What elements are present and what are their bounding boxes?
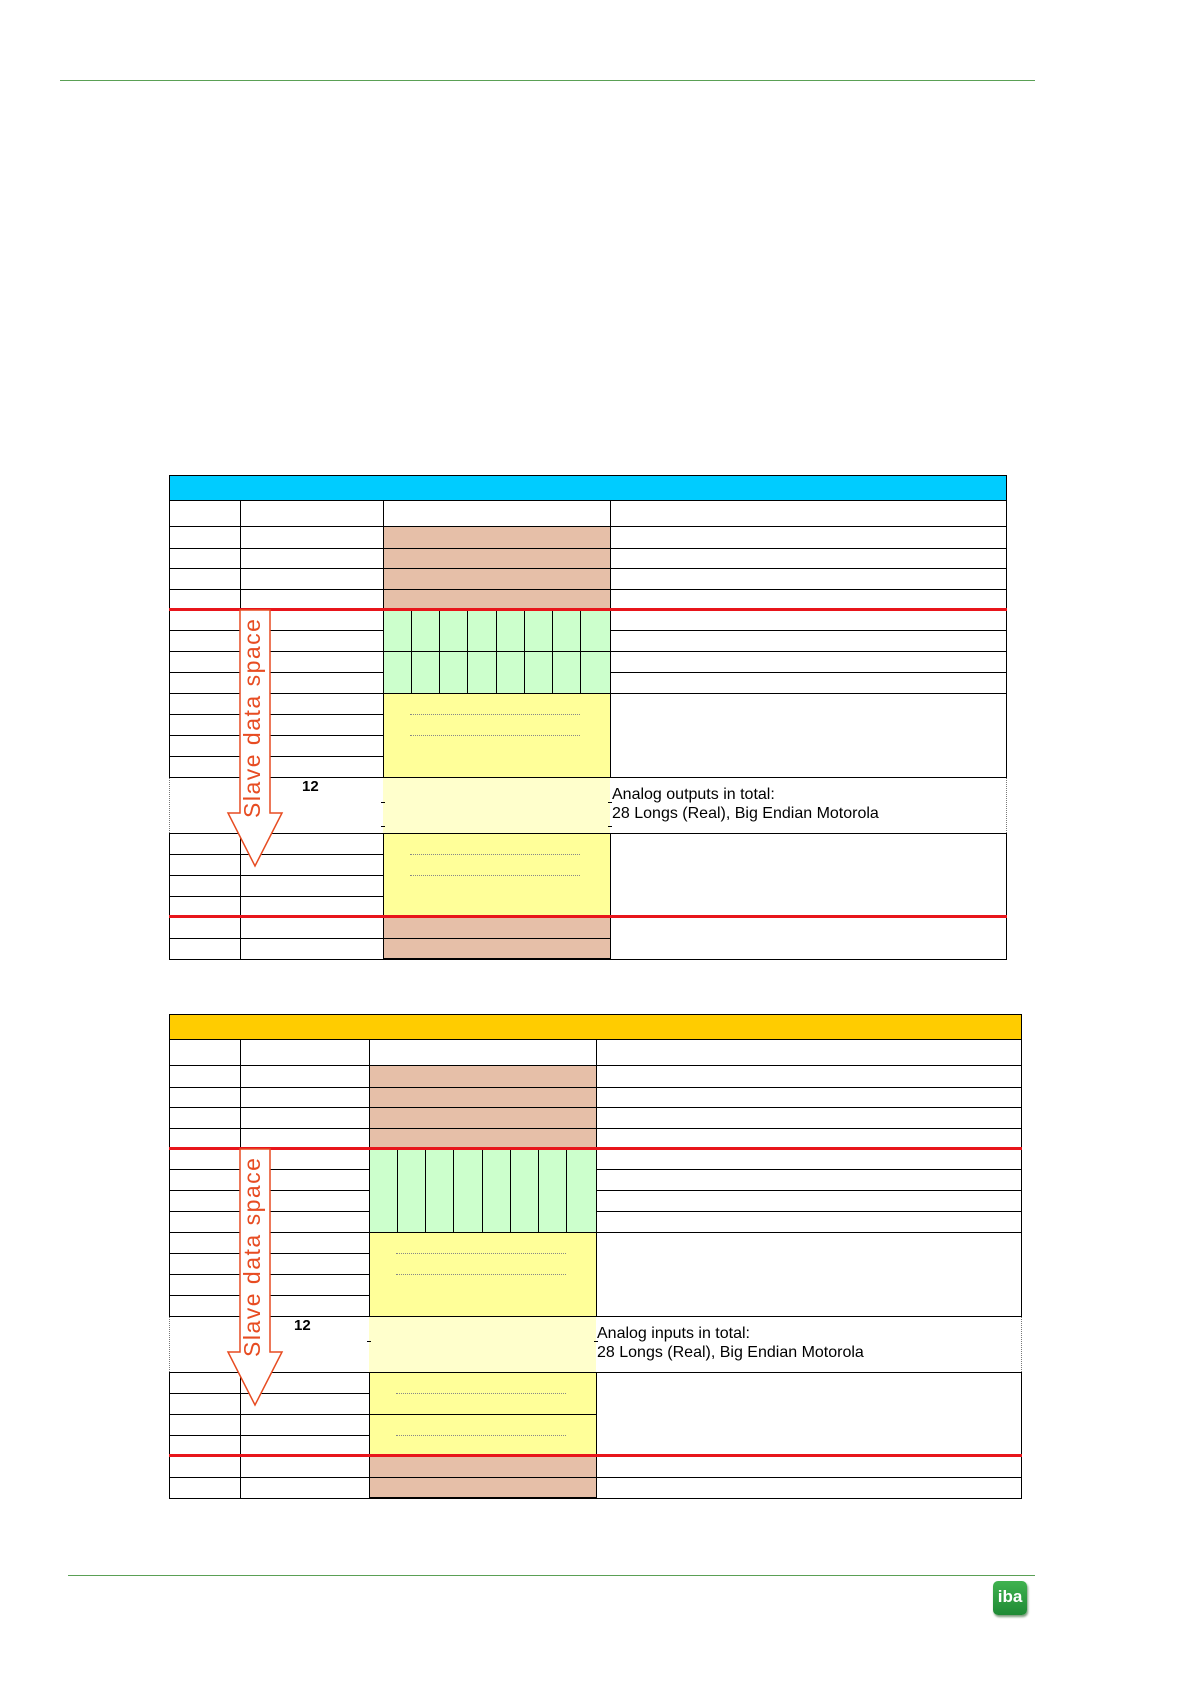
table-header-band [169,1014,1022,1040]
slave-data-label: Slave data space [239,617,265,818]
analog-block-middle [383,777,610,833]
red-divider [169,1454,1022,1457]
summary-line-2: 28 Longs (Real), Big Endian Motorola [612,805,879,822]
footer-rule [68,1575,1035,1576]
middle-count: 12 [294,1317,311,1334]
summary-line-1: Analog inputs in total: [597,1325,750,1342]
slave-data-label: Slave data space [239,1156,265,1357]
summary-line-1: Analog outputs in total: [612,786,775,803]
red-divider [169,1147,1022,1150]
table-header-band [169,475,1007,501]
header-rule [60,80,1035,81]
iba-logo: iba [993,1581,1027,1615]
middle-count: 12 [302,778,319,795]
column-header-row [169,501,1007,527]
analog-block-middle [369,1316,596,1372]
summary-line-2: 28 Longs (Real), Big Endian Motorola [597,1344,864,1361]
red-divider [169,915,1007,918]
red-divider [169,608,1007,611]
